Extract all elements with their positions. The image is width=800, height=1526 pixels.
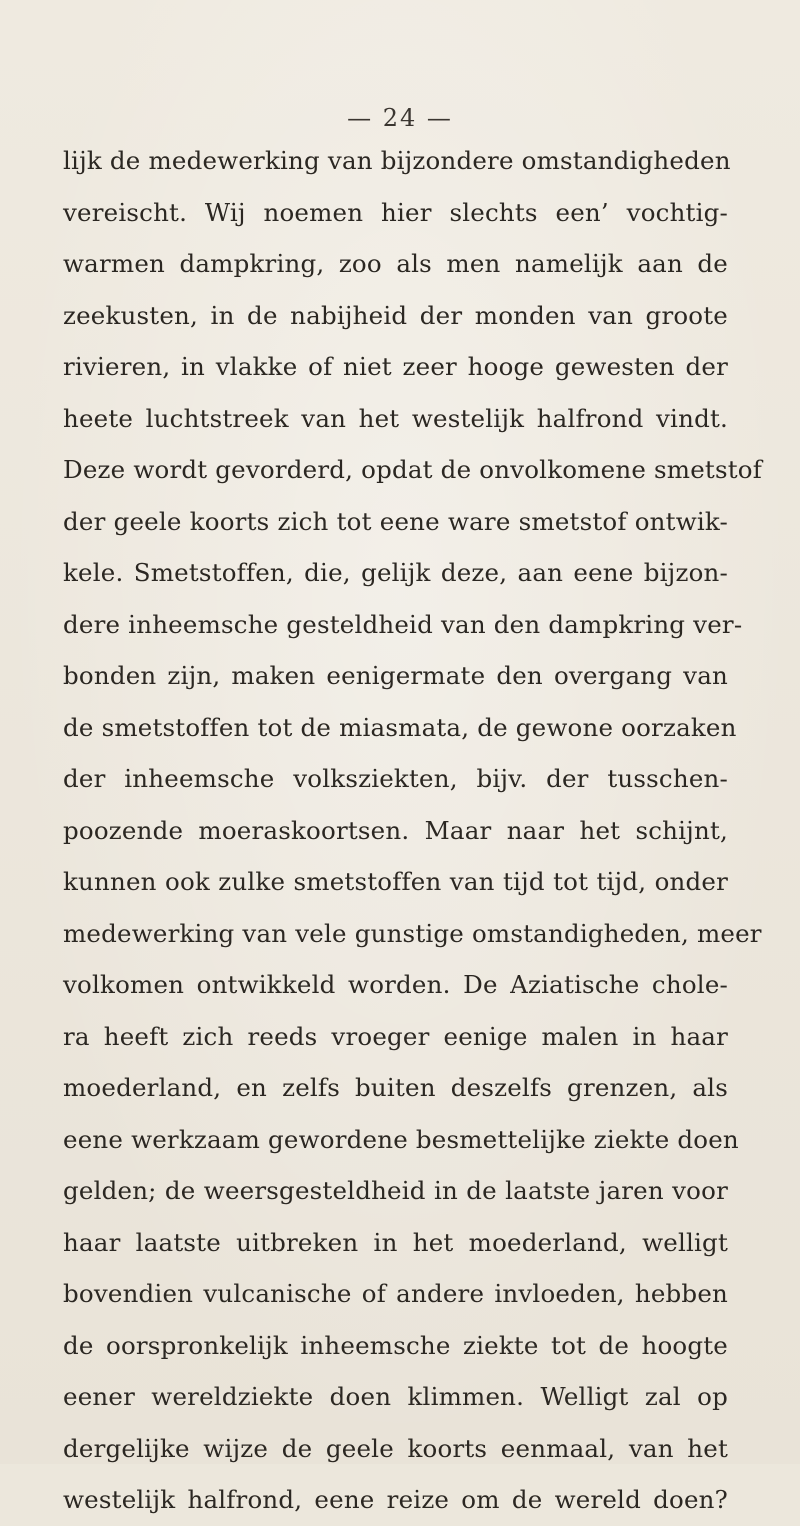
text-line: Deze wordt gevorderd, opdat de onvolkomene smetstof	[63, 455, 762, 484]
text-line: warmen dampkring, zoo als men namelijk aan de	[63, 249, 728, 278]
text-line: eener wereldziekte doen klimmen. Welligt zal op	[63, 1382, 728, 1411]
text-line: bonden zijn, maken eenigermate den overgang van	[63, 661, 728, 690]
text-line: dere inheemsche gesteldheid van den dampkring ver-	[63, 609, 743, 639]
page-number-header: — 24 —	[347, 104, 453, 132]
text-line: kunnen ook zulke smetstoffen van tijd tot tijd, onder	[63, 867, 728, 896]
text-line: volkomen ontwikkeld worden. De Aziatische chole-	[63, 970, 728, 999]
text-line: moederland, en zelfs buiten deszelfs grenzen, als	[63, 1073, 728, 1102]
text-line: westelijk halfrond, eene reize om de wereld doen?	[63, 1485, 728, 1514]
text-line: bovendien vulcanische of andere invloeden, hebben	[63, 1279, 728, 1308]
text-line: der geele koorts zich tot eene ware smetstof ontwik-	[63, 506, 728, 536]
text-line: gelden; de weersgesteldheid in de laatste jaren voor	[63, 1176, 728, 1205]
text-line: rivieren, in vlakke of niet zeer hooge gewesten der	[63, 352, 728, 381]
text-line: poozende moeraskoortsen. Maar naar het schijnt,	[63, 815, 728, 845]
text-line: lijk de medewerking van bijzondere omstandigheden	[63, 146, 731, 175]
text-line: heete luchtstreek van het westelijk halfrond vindt.	[63, 403, 728, 433]
text-line: dergelijke wijze de geele koorts eenmaal, van het	[63, 1433, 728, 1463]
text-line: de oorspronkelijk inheemsche ziekte tot de hoogte	[63, 1330, 728, 1360]
text-line: medewerking van vele gunstige omstandigheden, meer	[63, 918, 762, 948]
text-line: der inheemsche volksziekten, bijv. der tusschen-	[63, 764, 728, 793]
text-line: eene werkzaam gewordene besmettelijke ziekte doen	[63, 1124, 739, 1154]
text-line: vereischt. Wij noemen hier slechts een’ vochtig-	[63, 197, 728, 227]
text-line: haar laatste uitbreken in het moederland, welligt	[63, 1227, 728, 1257]
text-line: ra heeft zich reeds vroeger eenige malen in haar	[63, 1021, 728, 1051]
text-line: de smetstoffen tot de miasmata, de gewone oorzaken	[63, 712, 737, 742]
text-line: zeekusten, in de nabijheid der monden van groote	[63, 300, 728, 330]
body-text	[63, 135, 762, 1526]
text-line: kele. Smetstoffen, die, gelijk deze, aan eene bijzon-	[63, 558, 728, 587]
